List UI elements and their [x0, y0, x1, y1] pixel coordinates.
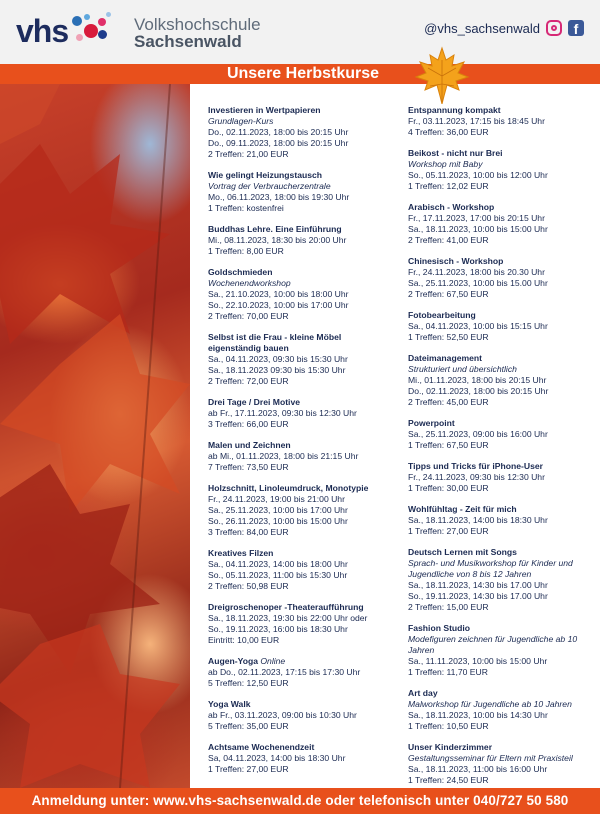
course-list-right: [408, 105, 598, 796]
course-line: 1 Treffen: 30,00 EUR: [408, 483, 489, 493]
course-subtitle: Sprach- und Musikworkshop für Kinder und Jugendliche von 8 bis 12 Jahren: [408, 558, 573, 579]
course-line: 2 Treffen: 50,98 EUR: [208, 581, 289, 591]
course-line: ab Mi., 01.11.2023, 18:00 bis 21:15 Uhr: [208, 451, 359, 461]
course-list-left: [208, 105, 396, 785]
course-line: ab Do., 02.11.2023, 17:15 bis 17:30 Uhr: [208, 667, 361, 677]
course-line: So., 22.10.2023, 10:00 bis 17:00 Uhr: [208, 300, 349, 310]
course-line: 1 Treffen: kostenfrei: [208, 203, 284, 213]
social-links: [424, 20, 584, 36]
header: [0, 0, 600, 64]
course-line: Sa., 04.11.2023, 14:00 bis 18:00 Uhr: [208, 559, 348, 569]
course-title: Entspannung kompakt: [408, 105, 501, 115]
course-item: [208, 699, 396, 732]
course-title: Deutsch Lernen mit Songs: [408, 547, 517, 557]
logo-text: vhs: [16, 13, 69, 49]
course-line: Fr., 24.11.2023, 09:30 bis 12:30 Uhr: [408, 472, 545, 482]
course-title: Investieren in Wertpapieren: [208, 105, 321, 115]
org-name-line2: Sachsenwald: [134, 32, 242, 51]
course-title: Dreigroschenoper -Theateraufführung: [208, 602, 364, 612]
course-line: 2 Treffen: 67,50 EUR: [408, 289, 489, 299]
course-line: Fr., 24.11.2023, 19:00 bis 21:00 Uhr: [208, 494, 345, 504]
course-title: Tipps und Tricks für iPhone-User: [408, 461, 543, 471]
course-title-row: [208, 656, 396, 667]
course-item: [408, 353, 598, 408]
course-title: Fashion Studio: [408, 623, 471, 633]
page-title: Unsere Herbstkurse: [226, 65, 380, 82]
course-title: Selbst ist die Frau - kleine Möbel eigenständig bauen: [208, 332, 342, 353]
course-item: [208, 170, 396, 214]
course-line: Sa., 18.11.2023, 11:00 bis 16:00 Uhr: [408, 764, 548, 774]
course-subtitle: Wochenendworkshop: [208, 278, 291, 288]
course-subtitle: Vortrag der Verbraucherzentrale: [208, 181, 331, 191]
course-title: Wohlfühltag - Zeit für mich: [408, 504, 517, 514]
course-title-suffix: Online: [260, 656, 286, 666]
social-handle: @vhs_sachsenwald: [424, 20, 540, 36]
course-item: [208, 267, 396, 322]
course-line: Sa., 18.11.2023, 19:30 bis 22:00 Uhr oder: [208, 613, 368, 623]
course-subtitle: Gestaltungsseminar für Eltern mit Praxisteil: [408, 753, 573, 763]
course-line: Sa., 11.11.2023, 10:00 bis 15:00 Uhr: [408, 656, 548, 666]
maple-leaf-icon: [414, 46, 470, 104]
facebook-icon[interactable]: f: [568, 20, 584, 36]
course-title: Malen und Zeichnen: [208, 440, 291, 450]
vhs-logo[interactable]: [16, 12, 112, 50]
course-line: 1 Treffen: 67,50 EUR: [408, 440, 489, 450]
course-line: Fr., 03.11.2023, 17:15 bis 18:45 Uhr: [408, 116, 545, 126]
course-line: Sa, 04.11.2023, 14:00 bis 18:30 Uhr: [208, 753, 346, 763]
course-line: 2 Treffen: 15,00 EUR: [408, 602, 489, 612]
course-line: 3 Treffen: 84,00 EUR: [208, 527, 289, 537]
course-subtitle: Workshop mit Baby: [408, 159, 483, 169]
course-item: [208, 548, 396, 592]
course-item: [208, 602, 396, 646]
course-line: 4 Treffen: 36,00 EUR: [408, 127, 489, 137]
course-line: 2 Treffen: 72,00 EUR: [208, 376, 289, 386]
course-line: Sa., 25.11.2023, 10:00 bis 15.00 Uhr: [408, 278, 548, 288]
course-line: 1 Treffen: 27,00 EUR: [208, 764, 289, 774]
course-line: 1 Treffen: 52,50 EUR: [408, 332, 489, 342]
course-title: Art day: [408, 688, 438, 698]
course-line: Sa., 25.11.2023, 10:00 bis 17:00 Uhr: [208, 505, 348, 515]
registration-footer[interactable]: Anmeldung unter: www.vhs-sachsenwald.de oder telefonisch unter 040/727 50 580: [0, 788, 600, 814]
course-item: [208, 397, 396, 430]
course-line: So., 05.11.2023, 10:00 bis 12:00 Uhr: [408, 170, 548, 180]
course-line: Fr., 24.11.2023, 18:00 bis 20.30 Uhr: [408, 267, 545, 277]
course-line: 5 Treffen: 35,00 EUR: [208, 721, 289, 731]
course-line: 1 Treffen: 27,00 EUR: [408, 526, 489, 536]
course-line: Sa., 21.10.2023, 10:00 bis 18:00 Uhr: [208, 289, 349, 299]
course-item: [208, 105, 396, 160]
course-line: Mo., 06.11.2023, 18:00 bis 19:30 Uhr: [208, 192, 350, 202]
course-title: Arabisch - Workshop: [408, 202, 495, 212]
course-item: [408, 623, 598, 678]
course-subtitle: Modefiguren zeichnen für Jugendliche ab 10 Jahren: [408, 634, 578, 655]
course-line: 7 Treffen: 73,50 EUR: [208, 462, 289, 472]
course-line: Eintritt: 10,00 EUR: [208, 635, 280, 645]
course-line: Mi., 08.11.2023, 18:30 bis 20:00 Uhr: [208, 235, 347, 245]
leaf-shapes: [0, 84, 190, 788]
course-line: 5 Treffen: 12,50 EUR: [208, 678, 289, 688]
course-line: So., 19.11.2023, 16:00 bis 18:30 Uhr: [208, 624, 348, 634]
course-line: 1 Treffen: 11,70 EUR: [408, 667, 488, 677]
course-line: Sa., 25.11.2023, 09:00 bis 16:00 Uhr: [408, 429, 548, 439]
course-line: 1 Treffen: 10,50 EUR: [408, 721, 489, 731]
course-item: [408, 310, 598, 343]
course-line: Sa., 18.11.2023, 10:00 bis 15:00 Uhr: [408, 224, 548, 234]
course-line: ab Fr., 03.11.2023, 09:00 bis 10:30 Uhr: [208, 710, 357, 720]
course-line: ab Fr., 17.11.2023, 09:30 bis 12:30 Uhr: [208, 408, 357, 418]
course-item: [408, 688, 598, 732]
course-item: [408, 504, 598, 537]
course-title: Achtsame Wochenendzeit: [208, 742, 315, 752]
course-title: Goldschmieden: [208, 267, 273, 277]
course-title: Drei Tage / Drei Motive: [208, 397, 301, 407]
course-line: 1 Treffen: 8,00 EUR: [208, 246, 284, 256]
course-item: [408, 461, 598, 494]
course-line: Sa., 04.11.2023, 10:00 bis 15:15 Uhr: [408, 321, 548, 331]
course-line: 2 Treffen: 45,00 EUR: [408, 397, 489, 407]
course-item: [208, 224, 396, 257]
course-item: [408, 256, 598, 300]
org-name-line1: Volkshochschule: [134, 15, 261, 34]
org-name: [134, 16, 261, 50]
course-item: [208, 440, 396, 473]
course-item: [408, 547, 598, 613]
course-line: Mi., 01.11.2023, 18:00 bis 20:15 Uhr: [408, 375, 547, 385]
course-item: [408, 742, 598, 786]
course-line: So., 26.11.2023, 10:00 bis 15:00 Uhr: [208, 516, 348, 526]
course-title: Powerpoint: [408, 418, 455, 428]
course-subtitle: Grundlagen-Kurs: [208, 116, 274, 126]
course-title: Unser Kinderzimmer: [408, 742, 493, 752]
course-line: 3 Treffen: 66,00 EUR: [208, 419, 289, 429]
logo-dots-icon: [70, 12, 112, 50]
course-line: Fr., 17.11.2023, 17:00 bis 20:15 Uhr: [408, 213, 545, 223]
course-line: So., 19.11.2023, 14:30 bis 17.00 Uhr: [408, 591, 548, 601]
course-title: Holzschnitt, Linoleumdruck, Monotypie: [208, 483, 369, 493]
course-line: 2 Treffen: 70,00 EUR: [208, 311, 289, 321]
course-title: Kreatives Filzen: [208, 548, 274, 558]
course-title: Buddhas Lehre. Eine Einführung: [208, 224, 342, 234]
course-item: [408, 418, 598, 451]
course-line: Do., 09.11.2023, 18:00 bis 20:15 Uhr: [208, 138, 349, 148]
course-line: So., 05.11.2023, 11:00 bis 15:30 Uhr: [208, 570, 348, 580]
course-item: [208, 742, 396, 775]
course-title: Augen-Yoga: [208, 656, 258, 666]
course-item: [208, 332, 396, 387]
course-title: Chinesisch - Workshop: [408, 256, 504, 266]
course-item: [208, 483, 396, 538]
course-title: Wie gelingt Heizungstausch: [208, 170, 323, 180]
course-line: 2 Treffen: 21,00 EUR: [208, 149, 289, 159]
autumn-leaves-photo: [0, 84, 190, 788]
course-line: Sa., 04.11.2023, 09:30 bis 15:30 Uhr: [208, 354, 348, 364]
course-line: Do., 02.11.2023, 18:00 bis 20:15 Uhr: [208, 127, 349, 137]
course-subtitle: Malworkshop für Jugendliche ab 10 Jahren: [408, 699, 572, 709]
course-item: [208, 656, 396, 689]
course-line: Sa., 18.11.2023, 10:00 bis 14:30 Uhr: [408, 710, 548, 720]
course-title: Beikost - nicht nur Brei: [408, 148, 503, 158]
instagram-icon[interactable]: [546, 20, 562, 36]
course-title: Yoga Walk: [208, 699, 251, 709]
course-item: [408, 202, 598, 246]
course-line: Sa., 18.11.2023, 14:00 bis 18:30 Uhr: [408, 515, 548, 525]
course-line: Sa., 18.11.2023, 14:30 bis 17.00 Uhr: [408, 580, 548, 590]
course-line: 1 Treffen: 24,50 EUR: [408, 775, 489, 785]
course-item: [408, 105, 598, 138]
course-title: Fotobearbeitung: [408, 310, 476, 320]
course-title: Dateimanagement: [408, 353, 483, 363]
course-line: Do., 02.11.2023, 18:00 bis 20:15 Uhr: [408, 386, 549, 396]
course-subtitle: Strukturiert und übersichtlich: [408, 364, 517, 374]
course-line: 1 Treffen: 12,02 EUR: [408, 181, 489, 191]
course-line: Sa., 18.11.2023 09:30 bis 15:30 Uhr: [208, 365, 346, 375]
course-line: 2 Treffen: 41,00 EUR: [408, 235, 489, 245]
course-item: [408, 148, 598, 192]
